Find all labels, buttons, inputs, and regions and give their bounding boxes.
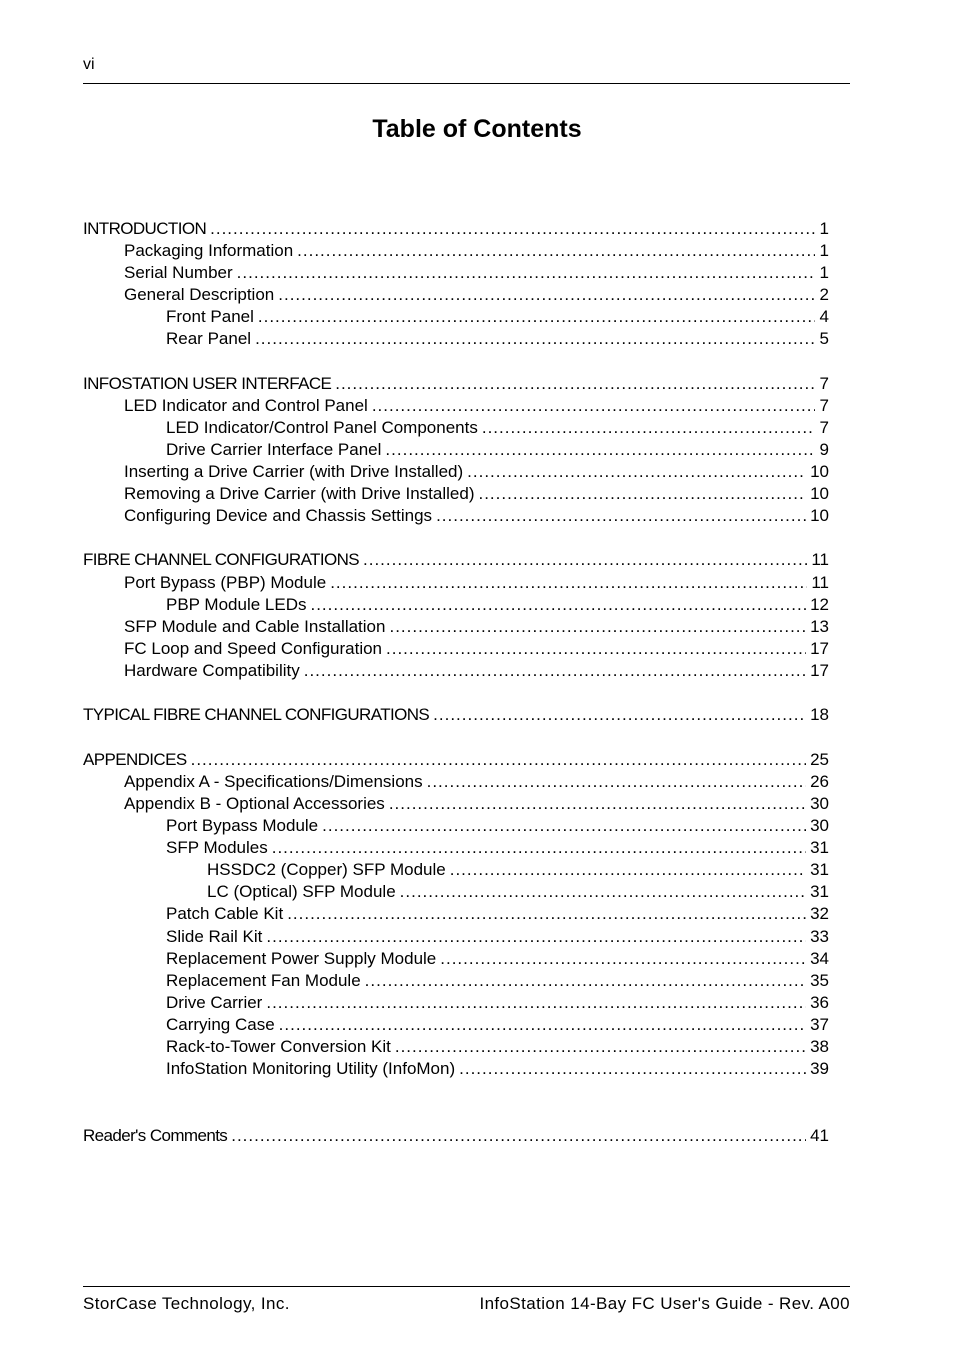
- toc-entry-label: Port Bypass Module: [166, 816, 319, 835]
- toc-entry-label: Replacement Fan Module: [166, 971, 361, 990]
- toc-dot-leader: [297, 240, 815, 262]
- toc-entry-page: 12: [810, 595, 829, 614]
- toc-entry-page: 11: [811, 573, 829, 592]
- toc-entry-label: Rack-to-Tower Conversion Kit: [166, 1037, 391, 1056]
- toc-entry-page: 11: [811, 550, 829, 569]
- toc-entry-page: 10: [810, 462, 829, 481]
- toc-entry[interactable]: [207, 881, 829, 903]
- toc-entry[interactable]: [166, 1014, 829, 1036]
- toc-entry[interactable]: [166, 970, 829, 992]
- toc-entry-page: 32: [810, 904, 829, 923]
- toc-entry[interactable]: [166, 992, 829, 1014]
- toc-entry-label: SFP Module and Cable Installation: [124, 617, 386, 636]
- toc-entry-label: Packaging Information: [124, 241, 294, 260]
- toc-entry-page: 2: [819, 285, 829, 304]
- toc-entry[interactable]: [166, 306, 829, 328]
- toc-entry-page: 39: [810, 1059, 829, 1078]
- toc-entry-label: Reader's Comments: [83, 1126, 228, 1145]
- toc-dot-leader: [258, 306, 815, 328]
- toc-entry-page: 37: [810, 1015, 829, 1034]
- toc-entry[interactable]: [166, 439, 829, 461]
- toc-entry-label: Slide Rail Kit: [166, 927, 263, 946]
- toc-entry-label: Appendix B - Optional Accessories: [124, 794, 385, 813]
- page-number: vi: [83, 56, 95, 73]
- toc-entry-page: 5: [819, 329, 829, 348]
- toc-entry[interactable]: [124, 505, 829, 527]
- toc-dot-leader: [191, 749, 806, 771]
- toc-entry[interactable]: [166, 903, 829, 925]
- toc-entry-label: INFOSTATION USER INTERFACE: [83, 374, 332, 393]
- toc-entry[interactable]: [166, 1058, 829, 1080]
- toc-entry-page: 25: [810, 750, 829, 769]
- toc-entry-page: 17: [810, 661, 829, 680]
- toc-dot-leader: [459, 1058, 806, 1080]
- toc-dot-leader: [427, 771, 806, 793]
- toc-entry[interactable]: [124, 483, 829, 505]
- toc-dot-leader: [272, 837, 806, 859]
- toc-entry-label: LED Indicator/Control Panel Components: [166, 418, 478, 437]
- toc-entry-label: Removing a Drive Carrier (with Drive Installed): [124, 484, 475, 503]
- toc-entry-label: HSSDC2 (Copper) SFP Module: [207, 860, 446, 879]
- toc-entry-label: Rear Panel: [166, 329, 252, 348]
- toc-entry[interactable]: [124, 660, 829, 682]
- footer-rule: [83, 1286, 850, 1287]
- toc-entry-label: Serial Number: [124, 263, 233, 282]
- toc-entry-page: 31: [810, 838, 829, 857]
- toc-entry-label: PBP Module LEDs: [166, 595, 307, 614]
- toc-dot-leader: [266, 926, 806, 948]
- toc-entry-label: TYPICAL FIBRE CHANNEL CONFIGURATIONS: [83, 705, 430, 724]
- toc-dot-leader: [482, 417, 815, 439]
- footer-company: StorCase Technology, Inc.: [83, 1294, 290, 1313]
- toc-entry-label: Drive Carrier Interface Panel: [166, 440, 382, 459]
- toc-entry[interactable]: [83, 218, 829, 240]
- toc-entry-page: 33: [810, 927, 829, 946]
- toc-entry-page: 17: [810, 639, 829, 658]
- toc-entry-page: 7: [819, 374, 829, 393]
- toc-entry-label: Front Panel: [166, 307, 254, 326]
- toc-entry[interactable]: [124, 240, 829, 262]
- toc-entry-page: 9: [819, 440, 829, 459]
- toc-entry-label: Appendix A - Specifications/Dimensions: [124, 772, 423, 791]
- toc-entry-page: 38: [810, 1037, 829, 1056]
- toc-dot-leader: [335, 373, 815, 395]
- page-title: Table of Contents: [372, 115, 582, 143]
- toc-entry-page: 1: [819, 219, 829, 238]
- toc-entry-page: 30: [810, 816, 829, 835]
- toc-dot-leader: [478, 483, 806, 505]
- toc-entry-page: 31: [810, 860, 829, 879]
- toc-dot-leader: [450, 859, 806, 881]
- toc-entry-label: Replacement Power Supply Module: [166, 949, 437, 968]
- toc-entry-label: Hardware Compatibility: [124, 661, 300, 680]
- toc-entry-label: Configuring Device and Chassis Settings: [124, 506, 433, 525]
- toc-entry[interactable]: [166, 328, 829, 350]
- toc-entry[interactable]: [166, 417, 829, 439]
- toc-dot-leader: [279, 1014, 806, 1036]
- toc-entry[interactable]: [83, 749, 829, 771]
- toc-entry-page: 26: [810, 772, 829, 791]
- toc-entry-label: Drive Carrier: [166, 993, 263, 1012]
- toc-dot-leader: [363, 549, 807, 571]
- toc-entry-page: 1: [819, 241, 829, 260]
- toc-entry-page: 7: [819, 418, 829, 437]
- toc-entry[interactable]: [83, 549, 829, 571]
- toc-dot-leader: [266, 992, 806, 1014]
- toc-dot-leader: [389, 793, 806, 815]
- toc-entry-page: 30: [810, 794, 829, 813]
- toc-entry-label: SFP Modules: [166, 838, 268, 857]
- toc-dot-leader: [322, 815, 806, 837]
- toc-dot-leader: [400, 881, 806, 903]
- toc-entry[interactable]: [83, 1125, 829, 1147]
- toc-entry[interactable]: [124, 572, 829, 594]
- toc-entry-label: Port Bypass (PBP) Module: [124, 573, 327, 592]
- toc-dot-leader: [440, 948, 806, 970]
- toc-entry[interactable]: [124, 461, 829, 483]
- toc-entry-label: Carrying Case: [166, 1015, 275, 1034]
- toc-entry[interactable]: [124, 616, 829, 638]
- toc-entry-label: FC Loop and Speed Configuration: [124, 639, 383, 658]
- toc-dot-leader: [372, 395, 815, 417]
- toc-entry-page: 10: [810, 484, 829, 503]
- toc-dot-leader: [237, 262, 815, 284]
- toc-entry-page: 13: [810, 617, 829, 636]
- toc-entry-page: 41: [810, 1126, 829, 1145]
- toc-entry[interactable]: [83, 704, 829, 726]
- toc-dot-leader: [255, 328, 815, 350]
- toc-entry-page: 31: [810, 882, 829, 901]
- toc-entry-label: InfoStation Monitoring Utility (InfoMon): [166, 1059, 456, 1078]
- toc-entry[interactable]: [83, 373, 829, 395]
- toc-entry[interactable]: [166, 837, 829, 859]
- toc-entry-page: 7: [819, 396, 829, 415]
- toc-entry-label: INTRODUCTION: [83, 219, 207, 238]
- toc-dot-leader: [231, 1125, 806, 1147]
- toc-entry-label: LED Indicator and Control Panel: [124, 396, 368, 415]
- toc-dot-leader: [433, 704, 806, 726]
- toc-entry[interactable]: [166, 948, 829, 970]
- toc-entry-label: FIBRE CHANNEL CONFIGURATIONS: [83, 550, 360, 569]
- toc-dot-leader: [310, 594, 806, 616]
- toc-entry[interactable]: [124, 262, 829, 284]
- toc-entry-label: Patch Cable Kit: [166, 904, 284, 923]
- toc-dot-leader: [278, 284, 815, 306]
- toc-entry-label: General Description: [124, 285, 275, 304]
- toc-entry-label: LC (Optical) SFP Module: [207, 882, 396, 901]
- toc-dot-leader: [389, 616, 806, 638]
- toc-entry[interactable]: [124, 284, 829, 306]
- toc-dot-leader: [210, 218, 815, 240]
- toc-entry-page: 18: [810, 705, 829, 724]
- toc-entry-page: 34: [810, 949, 829, 968]
- footer-doc-title: InfoStation 14-Bay FC User's Guide - Rev. A00: [479, 1294, 850, 1313]
- toc-entry[interactable]: [166, 926, 829, 948]
- toc-dot-leader: [365, 970, 806, 992]
- toc-entry-page: 35: [810, 971, 829, 990]
- toc-dot-leader: [436, 505, 806, 527]
- toc-dot-leader: [304, 660, 806, 682]
- toc-entry[interactable]: [207, 859, 829, 881]
- toc-dot-leader: [386, 638, 806, 660]
- toc-entry[interactable]: [124, 638, 829, 660]
- toc-entry-page: 10: [810, 506, 829, 525]
- toc-entry[interactable]: [166, 1036, 829, 1058]
- toc-dot-leader: [385, 439, 815, 461]
- toc-entry-page: 4: [819, 307, 829, 326]
- toc-entry-label: APPENDICES: [83, 750, 187, 769]
- toc-entry-page: 36: [810, 993, 829, 1012]
- toc-dot-leader: [287, 903, 806, 925]
- toc-entry-page: 1: [819, 263, 829, 282]
- toc-dot-leader: [330, 572, 807, 594]
- toc-entry[interactable]: [124, 771, 829, 793]
- toc-entry[interactable]: [124, 395, 829, 417]
- toc-dot-leader: [395, 1036, 806, 1058]
- toc-entry-label: Inserting a Drive Carrier (with Drive Installed): [124, 462, 464, 481]
- toc-entry[interactable]: [166, 594, 829, 616]
- toc-dot-leader: [467, 461, 806, 483]
- toc-entry[interactable]: [166, 815, 829, 837]
- toc-entry[interactable]: [124, 793, 829, 815]
